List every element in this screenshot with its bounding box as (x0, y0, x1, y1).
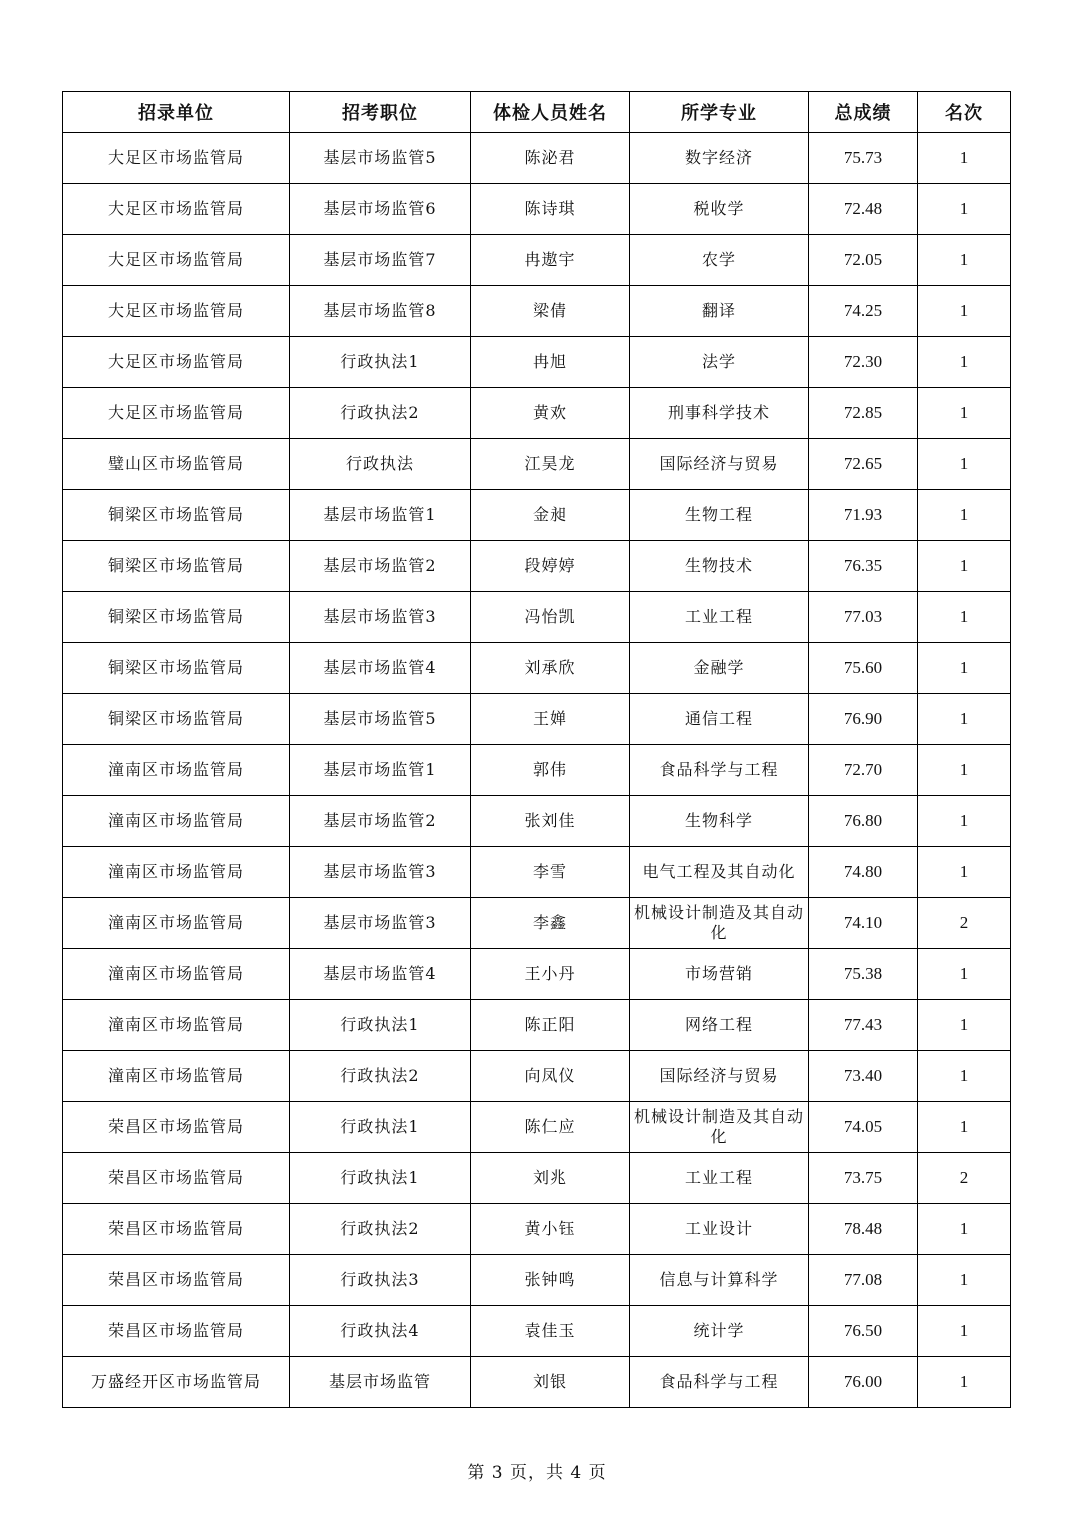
cell-name: 李鑫 (471, 898, 630, 949)
cell-major: 电气工程及其自动化 (630, 847, 809, 898)
cell-unit: 大足区市场监管局 (63, 388, 290, 439)
cell-rank: 1 (918, 235, 1011, 286)
table-row (63, 796, 1011, 847)
header-name: 体检人员姓名 (471, 92, 630, 133)
cell-position: 行政执法2 (290, 1204, 471, 1255)
cell-score: 76.35 (809, 541, 918, 592)
cell-unit: 大足区市场监管局 (63, 337, 290, 388)
cell-unit: 铜梁区市场监管局 (63, 694, 290, 745)
cell-major: 食品科学与工程 (630, 1357, 809, 1408)
cell-major: 数字经济 (630, 133, 809, 184)
cell-rank: 1 (918, 388, 1011, 439)
cell-unit: 大足区市场监管局 (63, 184, 290, 235)
cell-position: 行政执法1 (290, 1102, 471, 1153)
cell-score: 72.30 (809, 337, 918, 388)
cell-major: 通信工程 (630, 694, 809, 745)
cell-position: 基层市场监管5 (290, 694, 471, 745)
cell-major: 网络工程 (630, 1000, 809, 1051)
table-body (63, 133, 1011, 1408)
cell-score: 75.60 (809, 643, 918, 694)
cell-position: 基层市场监管3 (290, 592, 471, 643)
cell-score: 75.38 (809, 949, 918, 1000)
cell-major: 机械设计制造及其自动化 (630, 1102, 809, 1153)
cell-rank: 1 (918, 1255, 1011, 1306)
cell-name: 段婷婷 (471, 541, 630, 592)
header-position: 招考职位 (290, 92, 471, 133)
cell-position: 行政执法4 (290, 1306, 471, 1357)
cell-position: 基层市场监管2 (290, 541, 471, 592)
cell-score: 74.25 (809, 286, 918, 337)
cell-unit: 潼南区市场监管局 (63, 745, 290, 796)
cell-position: 基层市场监管4 (290, 949, 471, 1000)
cell-unit: 璧山区市场监管局 (63, 439, 290, 490)
cell-rank: 1 (918, 1204, 1011, 1255)
cell-position: 基层市场监管 (290, 1357, 471, 1408)
cell-name: 王小丹 (471, 949, 630, 1000)
cell-rank: 2 (918, 898, 1011, 949)
cell-rank: 1 (918, 184, 1011, 235)
cell-rank: 1 (918, 337, 1011, 388)
cell-major: 工业工程 (630, 1153, 809, 1204)
cell-position: 基层市场监管3 (290, 847, 471, 898)
table-row (63, 133, 1011, 184)
cell-position: 行政执法3 (290, 1255, 471, 1306)
cell-unit: 潼南区市场监管局 (63, 898, 290, 949)
cell-major: 工业工程 (630, 592, 809, 643)
cell-name: 黄欢 (471, 388, 630, 439)
cell-name: 金昶 (471, 490, 630, 541)
table-row (63, 1357, 1011, 1408)
results-table-container (62, 91, 1010, 1408)
cell-rank: 1 (918, 1051, 1011, 1102)
table-row (63, 745, 1011, 796)
cell-name: 陈正阳 (471, 1000, 630, 1051)
header-score: 总成绩 (809, 92, 918, 133)
table-row (63, 286, 1011, 337)
table-row (63, 694, 1011, 745)
cell-major: 机械设计制造及其自动化 (630, 898, 809, 949)
cell-name: 刘兆 (471, 1153, 630, 1204)
table-row (63, 898, 1011, 949)
cell-rank: 1 (918, 847, 1011, 898)
cell-major: 农学 (630, 235, 809, 286)
table-row (63, 337, 1011, 388)
table-row (63, 1255, 1011, 1306)
table-row (63, 235, 1011, 286)
cell-rank: 1 (918, 1357, 1011, 1408)
cell-score: 76.50 (809, 1306, 918, 1357)
cell-rank: 1 (918, 286, 1011, 337)
cell-unit: 铜梁区市场监管局 (63, 541, 290, 592)
table-row (63, 1306, 1011, 1357)
cell-rank: 1 (918, 490, 1011, 541)
cell-position: 基层市场监管5 (290, 133, 471, 184)
cell-score: 73.75 (809, 1153, 918, 1204)
cell-position: 基层市场监管1 (290, 745, 471, 796)
cell-unit: 万盛经开区市场监管局 (63, 1357, 290, 1408)
cell-major: 市场营销 (630, 949, 809, 1000)
cell-name: 向凤仪 (471, 1051, 630, 1102)
cell-score: 72.48 (809, 184, 918, 235)
cell-name: 郭伟 (471, 745, 630, 796)
cell-score: 74.10 (809, 898, 918, 949)
cell-position: 行政执法1 (290, 1000, 471, 1051)
table-row (63, 490, 1011, 541)
cell-unit: 潼南区市场监管局 (63, 847, 290, 898)
cell-position: 基层市场监管8 (290, 286, 471, 337)
cell-unit: 铜梁区市场监管局 (63, 592, 290, 643)
cell-position: 基层市场监管2 (290, 796, 471, 847)
cell-major: 国际经济与贸易 (630, 439, 809, 490)
cell-major: 法学 (630, 337, 809, 388)
cell-position: 行政执法2 (290, 1051, 471, 1102)
results-table (62, 91, 1011, 1408)
page-number: 第 3 页，共 4 页 (467, 1463, 607, 1483)
cell-name: 王婵 (471, 694, 630, 745)
table-row (63, 1051, 1011, 1102)
table-row (63, 592, 1011, 643)
table-row (63, 1000, 1011, 1051)
cell-score: 76.80 (809, 796, 918, 847)
cell-major: 生物工程 (630, 490, 809, 541)
cell-major: 统计学 (630, 1306, 809, 1357)
cell-position: 基层市场监管3 (290, 898, 471, 949)
cell-major: 信息与计算科学 (630, 1255, 809, 1306)
cell-major: 刑事科学技术 (630, 388, 809, 439)
cell-major: 国际经济与贸易 (630, 1051, 809, 1102)
cell-rank: 1 (918, 694, 1011, 745)
cell-position: 基层市场监管7 (290, 235, 471, 286)
cell-unit: 大足区市场监管局 (63, 286, 290, 337)
cell-position: 行政执法2 (290, 388, 471, 439)
cell-score: 74.80 (809, 847, 918, 898)
cell-name: 冉旭 (471, 337, 630, 388)
cell-score: 72.65 (809, 439, 918, 490)
cell-unit: 荣昌区市场监管局 (63, 1102, 290, 1153)
header-major: 所学专业 (630, 92, 809, 133)
cell-score: 73.40 (809, 1051, 918, 1102)
cell-unit: 荣昌区市场监管局 (63, 1306, 290, 1357)
cell-name: 江昊龙 (471, 439, 630, 490)
table-header-row (63, 92, 1011, 133)
table-row (63, 1204, 1011, 1255)
cell-name: 李雪 (471, 847, 630, 898)
table-row (63, 184, 1011, 235)
cell-name: 冉遨宇 (471, 235, 630, 286)
cell-unit: 潼南区市场监管局 (63, 949, 290, 1000)
cell-name: 刘承欣 (471, 643, 630, 694)
cell-score: 78.48 (809, 1204, 918, 1255)
cell-rank: 1 (918, 1306, 1011, 1357)
cell-unit: 铜梁区市场监管局 (63, 490, 290, 541)
cell-position: 基层市场监管4 (290, 643, 471, 694)
cell-score: 71.93 (809, 490, 918, 541)
cell-unit: 荣昌区市场监管局 (63, 1204, 290, 1255)
cell-rank: 1 (918, 643, 1011, 694)
cell-score: 76.90 (809, 694, 918, 745)
cell-position: 行政执法 (290, 439, 471, 490)
cell-rank: 2 (918, 1153, 1011, 1204)
table-row (63, 643, 1011, 694)
cell-major: 生物科学 (630, 796, 809, 847)
cell-position: 基层市场监管1 (290, 490, 471, 541)
cell-name: 黄小钰 (471, 1204, 630, 1255)
cell-position: 行政执法1 (290, 337, 471, 388)
cell-name: 袁佳玉 (471, 1306, 630, 1357)
table-row (63, 1102, 1011, 1153)
cell-unit: 荣昌区市场监管局 (63, 1153, 290, 1204)
table-row (63, 541, 1011, 592)
cell-major: 翻译 (630, 286, 809, 337)
cell-score: 77.43 (809, 1000, 918, 1051)
cell-unit: 潼南区市场监管局 (63, 1000, 290, 1051)
table-row (63, 949, 1011, 1000)
cell-major: 工业设计 (630, 1204, 809, 1255)
cell-rank: 1 (918, 796, 1011, 847)
cell-name: 梁倩 (471, 286, 630, 337)
cell-unit: 大足区市场监管局 (63, 133, 290, 184)
cell-major: 食品科学与工程 (630, 745, 809, 796)
cell-name: 陈仁应 (471, 1102, 630, 1153)
table-row (63, 1153, 1011, 1204)
cell-major: 金融学 (630, 643, 809, 694)
cell-rank: 1 (918, 541, 1011, 592)
cell-score: 76.00 (809, 1357, 918, 1408)
table-row (63, 388, 1011, 439)
cell-score: 72.70 (809, 745, 918, 796)
cell-name: 张刘佳 (471, 796, 630, 847)
header-rank: 名次 (918, 92, 1011, 133)
table-row (63, 847, 1011, 898)
cell-position: 基层市场监管6 (290, 184, 471, 235)
cell-name: 刘银 (471, 1357, 630, 1408)
cell-name: 冯怡凯 (471, 592, 630, 643)
cell-rank: 1 (918, 1102, 1011, 1153)
cell-unit: 大足区市场监管局 (63, 235, 290, 286)
cell-score: 74.05 (809, 1102, 918, 1153)
cell-name: 陈诗琪 (471, 184, 630, 235)
cell-score: 72.05 (809, 235, 918, 286)
cell-score: 77.03 (809, 592, 918, 643)
cell-major: 生物技术 (630, 541, 809, 592)
cell-major: 税收学 (630, 184, 809, 235)
header-unit: 招录单位 (63, 92, 290, 133)
cell-unit: 铜梁区市场监管局 (63, 643, 290, 694)
cell-unit: 潼南区市场监管局 (63, 1051, 290, 1102)
table-row (63, 439, 1011, 490)
cell-unit: 荣昌区市场监管局 (63, 1255, 290, 1306)
cell-unit: 潼南区市场监管局 (63, 796, 290, 847)
cell-rank: 1 (918, 439, 1011, 490)
cell-rank: 1 (918, 133, 1011, 184)
cell-score: 72.85 (809, 388, 918, 439)
cell-rank: 1 (918, 1000, 1011, 1051)
cell-position: 行政执法1 (290, 1153, 471, 1204)
cell-score: 77.08 (809, 1255, 918, 1306)
cell-rank: 1 (918, 949, 1011, 1000)
cell-rank: 1 (918, 592, 1011, 643)
cell-score: 75.73 (809, 133, 918, 184)
cell-name: 陈泌君 (471, 133, 630, 184)
cell-name: 张钟鸣 (471, 1255, 630, 1306)
cell-rank: 1 (918, 745, 1011, 796)
